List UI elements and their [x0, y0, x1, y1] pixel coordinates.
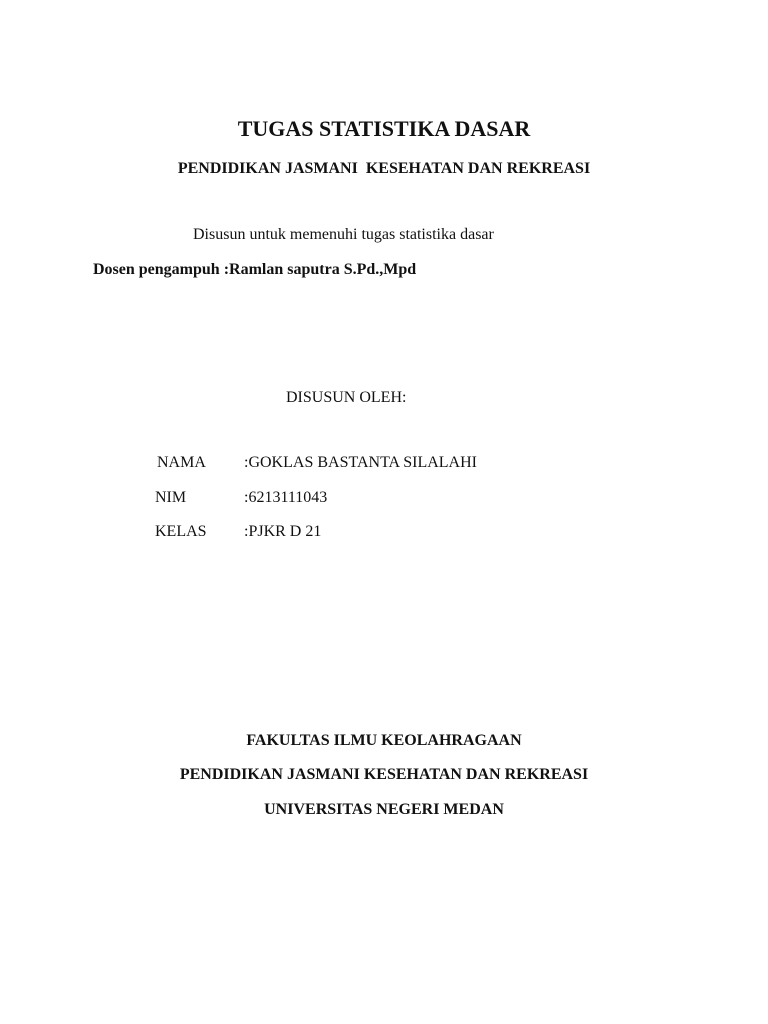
purpose-text: Disusun untuk memenuhi tugas statistika dasar	[193, 226, 494, 243]
nim-value: :6213111043	[244, 489, 328, 506]
document-title: TUGAS STATISTIKA DASAR	[237, 116, 531, 141]
document-subtitle: PENDIDIKAN JASMANI KESEHATAN DAN REKREASI	[177, 160, 591, 177]
name-value: :GOKLAS BASTANTA SILALAHI	[244, 454, 477, 471]
prepared-by-heading: DISUSUN OLEH:	[286, 389, 407, 406]
university-name: UNIVERSITAS NEGERI MEDAN	[264, 801, 504, 818]
class-label: KELAS	[155, 523, 207, 540]
faculty-name: FAKULTAS ILMU KEOLAHRAGAAN	[246, 732, 522, 749]
lecturer-text: Dosen pengampuh :Ramlan saputra S.Pd.,Mpd	[93, 261, 417, 278]
name-label: NAMA	[157, 454, 206, 471]
nim-label: NIM	[155, 489, 187, 506]
program-name: PENDIDIKAN JASMANI KESEHATAN DAN REKREASI	[179, 766, 589, 783]
class-value: :PJKR D 21	[244, 523, 322, 540]
